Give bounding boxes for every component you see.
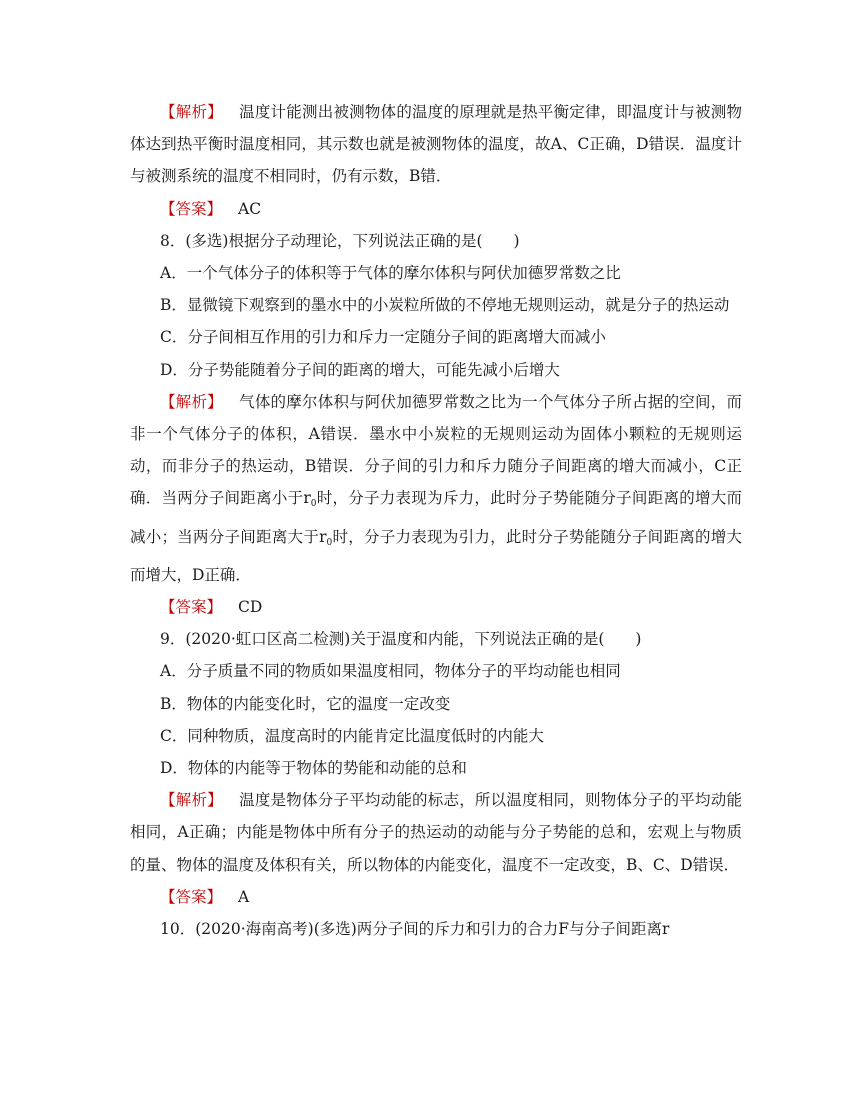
analysis-text-8c: 时，分子力表现为引力，此时分子势能随分子间距离的增大而增大，D正确． bbox=[130, 527, 742, 584]
answer-paragraph-7 bbox=[130, 193, 742, 225]
answer-text-9: A bbox=[238, 887, 250, 906]
analysis-text-8a: 气体的摩尔体积与阿伏加德罗常数之比为一个气体分子所占据的空间，而非一个气体分子的体积，A错误．墨水中小炭粒的无规则运动为固体小颗粒的无规则运动，而非分子的热运动，B错误．分子间的引力和斥力随分子间距离的增大而减小，C正确．当两分子间距离小于r bbox=[130, 392, 742, 508]
question-9-option-d: D．物体的内能等于物体的势能和动能的总和 bbox=[160, 759, 467, 778]
analysis-label: 【解析】 bbox=[160, 791, 223, 810]
analysis-paragraph-8 bbox=[130, 386, 742, 591]
analysis-label: 【解析】 bbox=[160, 103, 223, 121]
answer-text-7: AC bbox=[238, 199, 262, 218]
subscript-zero: 0 bbox=[310, 499, 317, 510]
analysis-paragraph-9 bbox=[130, 784, 742, 881]
question-8-option-d: D．分子势能随着分子间的距离的增大，可能先减小后增大 bbox=[160, 360, 560, 379]
analysis-text-9: 温度是物体分子平均动能的标志，所以温度相同，则物体分子的平均动能相同，A正确；内能是物体中所有分子的热运动的动能与分子势能的总和，宏观上与物质的量、物体的温度及体积有关，所以物体的内能变化，温度不一定改变，B、C、D错误． bbox=[130, 791, 742, 874]
question-8-option-c: C．分子间相互作用的引力和斥力一定随分子间的距离增大而减小 bbox=[160, 328, 606, 347]
answer-paragraph-9 bbox=[130, 881, 742, 913]
analysis-text-8b: 时，分子力表现为斥力，此时分子势能随分子间距离的增大而减小；当两分子间距离大于r bbox=[130, 489, 742, 546]
answer-label: 【答案】 bbox=[160, 598, 223, 617]
question-8-stem: 8．(多选)根据分子动理论，下列说法正确的是( ) bbox=[160, 231, 520, 250]
answer-paragraph-8 bbox=[130, 591, 742, 623]
question-9-stem: 9．(2020·虹口区高二检测)关于温度和内能，下列说法正确的是( ) bbox=[160, 630, 642, 649]
page-content bbox=[130, 96, 742, 945]
question-8-option-b: B．显微镜下观察到的墨水中的小炭粒所做的不停地无规则运动，就是分子的热运动 bbox=[160, 296, 730, 315]
question-10-stem: 10．(2020·海南高考)(多选)两分子间的斥力和引力的合力F与分子间距离r bbox=[160, 920, 670, 939]
answer-label: 【答案】 bbox=[160, 199, 223, 218]
question-9-option-a: A．分子质量不同的物质如果温度相同，物体分子的平均动能也相同 bbox=[160, 662, 621, 681]
analysis-text-7: 温度计能测出被测物体的温度的原理就是热平衡定律，即温度计与被测物体达到热平衡时温度相同，其示数也就是被测物体的温度，故A、C正确，D错误．温度计与被测系统的温度不相同时，仍有示数，B错． bbox=[130, 103, 742, 186]
analysis-paragraph-7 bbox=[130, 96, 742, 193]
analysis-label: 【解析】 bbox=[160, 392, 223, 411]
question-9-option-c: C．同种物质，温度高时的内能肯定比温度低时的内能大 bbox=[160, 726, 544, 745]
answer-text-8: CD bbox=[238, 598, 263, 617]
subscript-zero: 0 bbox=[326, 537, 333, 548]
question-8-option-a: A．一个气体分子的体积等于气体的摩尔体积与阿伏加德罗常数之比 bbox=[160, 264, 621, 283]
answer-label: 【答案】 bbox=[160, 887, 223, 906]
question-9-option-b: B．物体的内能变化时，它的温度一定改变 bbox=[160, 694, 451, 713]
